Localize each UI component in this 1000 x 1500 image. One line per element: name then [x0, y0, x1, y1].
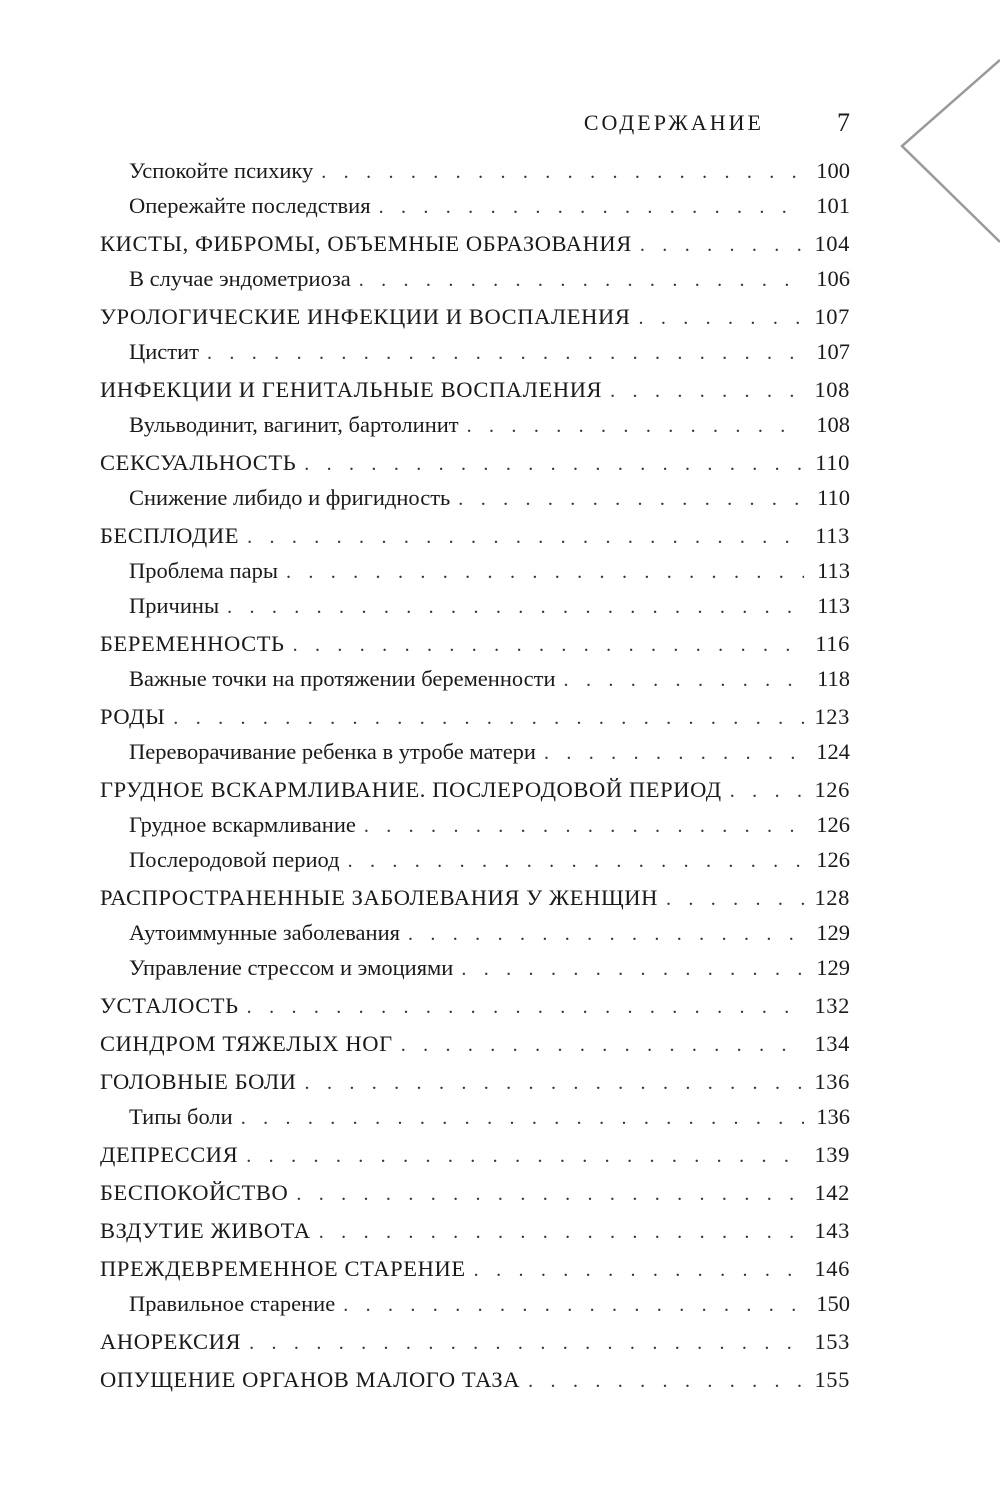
- toc-subsection-entry[interactable]: [100, 335, 850, 370]
- entry-title: Вульводинит, вагинит, бартолинит: [129, 412, 459, 437]
- entry-page-number: 126: [814, 777, 850, 802]
- entry-page-number: 113: [815, 523, 850, 548]
- dot-leader: [359, 269, 804, 291]
- entry-page-number: 124: [816, 739, 850, 764]
- dot-leader: [528, 1370, 804, 1392]
- entry-page-number: 108: [814, 377, 850, 402]
- toc-section-entry[interactable]: [100, 224, 850, 262]
- toc-subsection-entry[interactable]: [100, 735, 850, 770]
- entry-title: РАСПРОСТРАНЕННЫЕ ЗАБОЛЕВАНИЯ У ЖЕНЩИН: [100, 885, 658, 910]
- dot-leader: [227, 596, 804, 618]
- dot-leader: [296, 1183, 804, 1205]
- toc-section-entry[interactable]: [100, 1249, 850, 1287]
- dot-leader: [249, 1332, 804, 1354]
- dot-leader: [544, 742, 804, 764]
- dot-leader: [246, 1145, 804, 1167]
- entry-page-number: 128: [814, 885, 850, 910]
- dot-leader: [564, 669, 804, 691]
- toc-section-entry[interactable]: [100, 878, 850, 916]
- entry-title: БЕСПОКОЙСТВО: [100, 1180, 289, 1205]
- entry-page-number: 126: [816, 812, 850, 837]
- entry-title: АНОРЕКСИЯ: [100, 1329, 242, 1354]
- entry-page-number: 113: [817, 593, 850, 618]
- toc-subsection-entry[interactable]: [100, 808, 850, 843]
- dot-leader: [247, 526, 804, 548]
- dot-leader: [241, 1107, 804, 1129]
- entry-title: КИСТЫ, ФИБРОМЫ, ОБЪЕМНЫЕ ОБРАЗОВАНИЯ: [100, 231, 632, 256]
- dot-leader: [408, 923, 804, 945]
- dot-leader: [610, 380, 804, 402]
- toc-subsection-entry[interactable]: [100, 154, 850, 189]
- table-of-contents: [100, 154, 850, 1398]
- toc-section-entry[interactable]: [100, 1062, 850, 1100]
- dot-leader: [467, 415, 804, 437]
- dot-leader: [474, 1259, 804, 1281]
- entry-page-number: 106: [816, 266, 850, 291]
- toc-section-entry[interactable]: [100, 1024, 850, 1062]
- entry-title: Причины: [129, 593, 220, 618]
- toc-subsection-entry[interactable]: [100, 951, 850, 986]
- dot-leader: [207, 342, 804, 364]
- toc-subsection-entry[interactable]: [100, 1287, 850, 1322]
- entry-page-number: 143: [814, 1218, 850, 1243]
- toc-section-entry[interactable]: [100, 297, 850, 335]
- entry-title: Грудное вскармливание: [129, 812, 356, 837]
- entry-title: БЕСПЛОДИЕ: [100, 523, 240, 548]
- entry-title: Снижение либидо и фригидность: [129, 485, 451, 510]
- entry-title: ГРУДНОЕ ВСКАРМЛИВАНИЕ. ПОСЛЕРОДОВОЙ ПЕРИОД: [100, 777, 722, 802]
- dot-leader: [348, 850, 804, 872]
- dot-leader: [305, 1072, 804, 1094]
- entry-title: Послеродовой период: [129, 847, 340, 872]
- toc-section-entry[interactable]: [100, 370, 850, 408]
- entry-page-number: 142: [814, 1180, 850, 1205]
- entry-page-number: 132: [814, 993, 850, 1018]
- entry-page-number: 136: [814, 1069, 850, 1094]
- toc-subsection-entry[interactable]: [100, 481, 850, 516]
- header-title: СОДЕРЖАНИЕ: [583, 110, 764, 135]
- entry-title: Переворачивание ребенка в утробе матери: [129, 739, 536, 764]
- running-header: [100, 110, 850, 144]
- entry-page-number: 100: [816, 158, 850, 183]
- toc-section-entry[interactable]: [100, 770, 850, 808]
- entry-title: В случае эндометриоза: [129, 266, 351, 291]
- entry-page-number: 107: [816, 339, 850, 364]
- dot-leader: [666, 888, 804, 910]
- entry-page-number: 123: [814, 704, 850, 729]
- entry-page-number: 108: [816, 412, 850, 437]
- dot-leader: [319, 1221, 804, 1243]
- entry-title: ДЕПРЕССИЯ: [100, 1142, 239, 1167]
- entry-title: Правильное старение: [129, 1291, 336, 1316]
- entry-title: УРОЛОГИЧЕСКИЕ ИНФЕКЦИИ И ВОСПАЛЕНИЯ: [100, 304, 631, 329]
- entry-page-number: 101: [816, 193, 850, 218]
- toc-section-entry[interactable]: [100, 443, 850, 481]
- entry-page-number: 129: [816, 955, 850, 980]
- dot-leader: [247, 996, 804, 1018]
- dot-leader: [173, 707, 804, 729]
- entry-page-number: 136: [816, 1104, 850, 1129]
- toc-subsection-entry[interactable]: [100, 262, 850, 297]
- entry-page-number: 113: [817, 558, 850, 583]
- dot-leader: [293, 634, 804, 656]
- entry-title: ОПУЩЕНИЕ ОРГАНОВ МАЛОГО ТАЗА: [100, 1367, 521, 1392]
- entry-title: ГОЛОВНЫЕ БОЛИ: [100, 1069, 297, 1094]
- entry-title: СИНДРОМ ТЯЖЕЛЫХ НОГ: [100, 1031, 393, 1056]
- entry-title: ПРЕЖДЕВРЕМЕННОЕ СТАРЕНИЕ: [100, 1256, 466, 1281]
- dot-leader: [458, 488, 804, 510]
- toc-subsection-entry[interactable]: [100, 554, 850, 589]
- entry-page-number: 126: [816, 847, 850, 872]
- toc-subsection-entry[interactable]: [100, 408, 850, 443]
- entry-page-number: 139: [814, 1142, 850, 1167]
- toc-section-entry[interactable]: [100, 1135, 850, 1173]
- entry-page-number: 150: [816, 1291, 850, 1316]
- entry-title: РОДЫ: [100, 704, 166, 729]
- dot-leader: [364, 815, 804, 837]
- entry-title: Важные точки на протяжении беременности: [129, 666, 556, 691]
- toc-section-entry[interactable]: [100, 1322, 850, 1360]
- entry-page-number: 129: [816, 920, 850, 945]
- entry-title: БЕРЕМЕННОСТЬ: [100, 631, 285, 656]
- dot-leader: [321, 161, 804, 183]
- dot-leader: [730, 780, 804, 802]
- entry-page-number: 107: [814, 304, 850, 329]
- entry-title: Управление стрессом и эмоциями: [129, 955, 454, 980]
- entry-page-number: 116: [815, 631, 850, 656]
- entry-title: ИНФЕКЦИИ И ГЕНИТАЛЬНЫЕ ВОСПАЛЕНИЯ: [100, 377, 603, 402]
- dot-leader: [379, 196, 804, 218]
- dot-leader: [286, 561, 804, 583]
- dot-leader: [304, 453, 804, 475]
- entry-title: СЕКСУАЛЬНОСТЬ: [100, 450, 297, 475]
- dot-leader: [401, 1034, 804, 1056]
- entry-page-number: 153: [814, 1329, 850, 1354]
- toc-subsection-entry[interactable]: [100, 843, 850, 878]
- entry-page-number: 134: [814, 1031, 850, 1056]
- toc-section-entry[interactable]: [100, 1173, 850, 1211]
- entry-page-number: 118: [817, 666, 850, 691]
- toc-section-entry[interactable]: [100, 1360, 850, 1398]
- entry-page-number: 104: [814, 231, 850, 256]
- entry-page-number: 110: [815, 450, 850, 475]
- entry-page-number: 110: [817, 485, 850, 510]
- toc-section-entry[interactable]: [100, 697, 850, 735]
- entry-title: УСТАЛОСТЬ: [100, 993, 239, 1018]
- toc-subsection-entry[interactable]: [100, 662, 850, 697]
- toc-subsection-entry[interactable]: [100, 589, 850, 624]
- entry-title: Типы боли: [129, 1104, 233, 1129]
- entry-title: Проблема пары: [129, 558, 278, 583]
- entry-title: Успокойте психику: [129, 158, 314, 183]
- dot-leader: [461, 958, 804, 980]
- toc-subsection-entry[interactable]: [100, 916, 850, 951]
- toc-subsection-entry[interactable]: [100, 1100, 850, 1135]
- entry-title: Аутоиммунные заболевания: [129, 920, 400, 945]
- entry-title: ВЗДУТИЕ ЖИВОТА: [100, 1218, 311, 1243]
- dot-leader: [343, 1294, 804, 1316]
- entry-page-number: 155: [814, 1367, 850, 1392]
- dot-leader: [640, 234, 804, 256]
- toc-section-entry[interactable]: [100, 986, 850, 1024]
- entry-page-number: 146: [814, 1256, 850, 1281]
- entry-title: Цистит: [129, 339, 199, 364]
- toc-subsection-entry[interactable]: [100, 189, 850, 224]
- dot-leader: [638, 307, 804, 329]
- page-number: 7: [837, 108, 850, 137]
- entry-title: Опережайте последствия: [129, 193, 371, 218]
- toc-section-entry[interactable]: [100, 624, 850, 662]
- toc-section-entry[interactable]: [100, 516, 850, 554]
- toc-section-entry[interactable]: [100, 1211, 850, 1249]
